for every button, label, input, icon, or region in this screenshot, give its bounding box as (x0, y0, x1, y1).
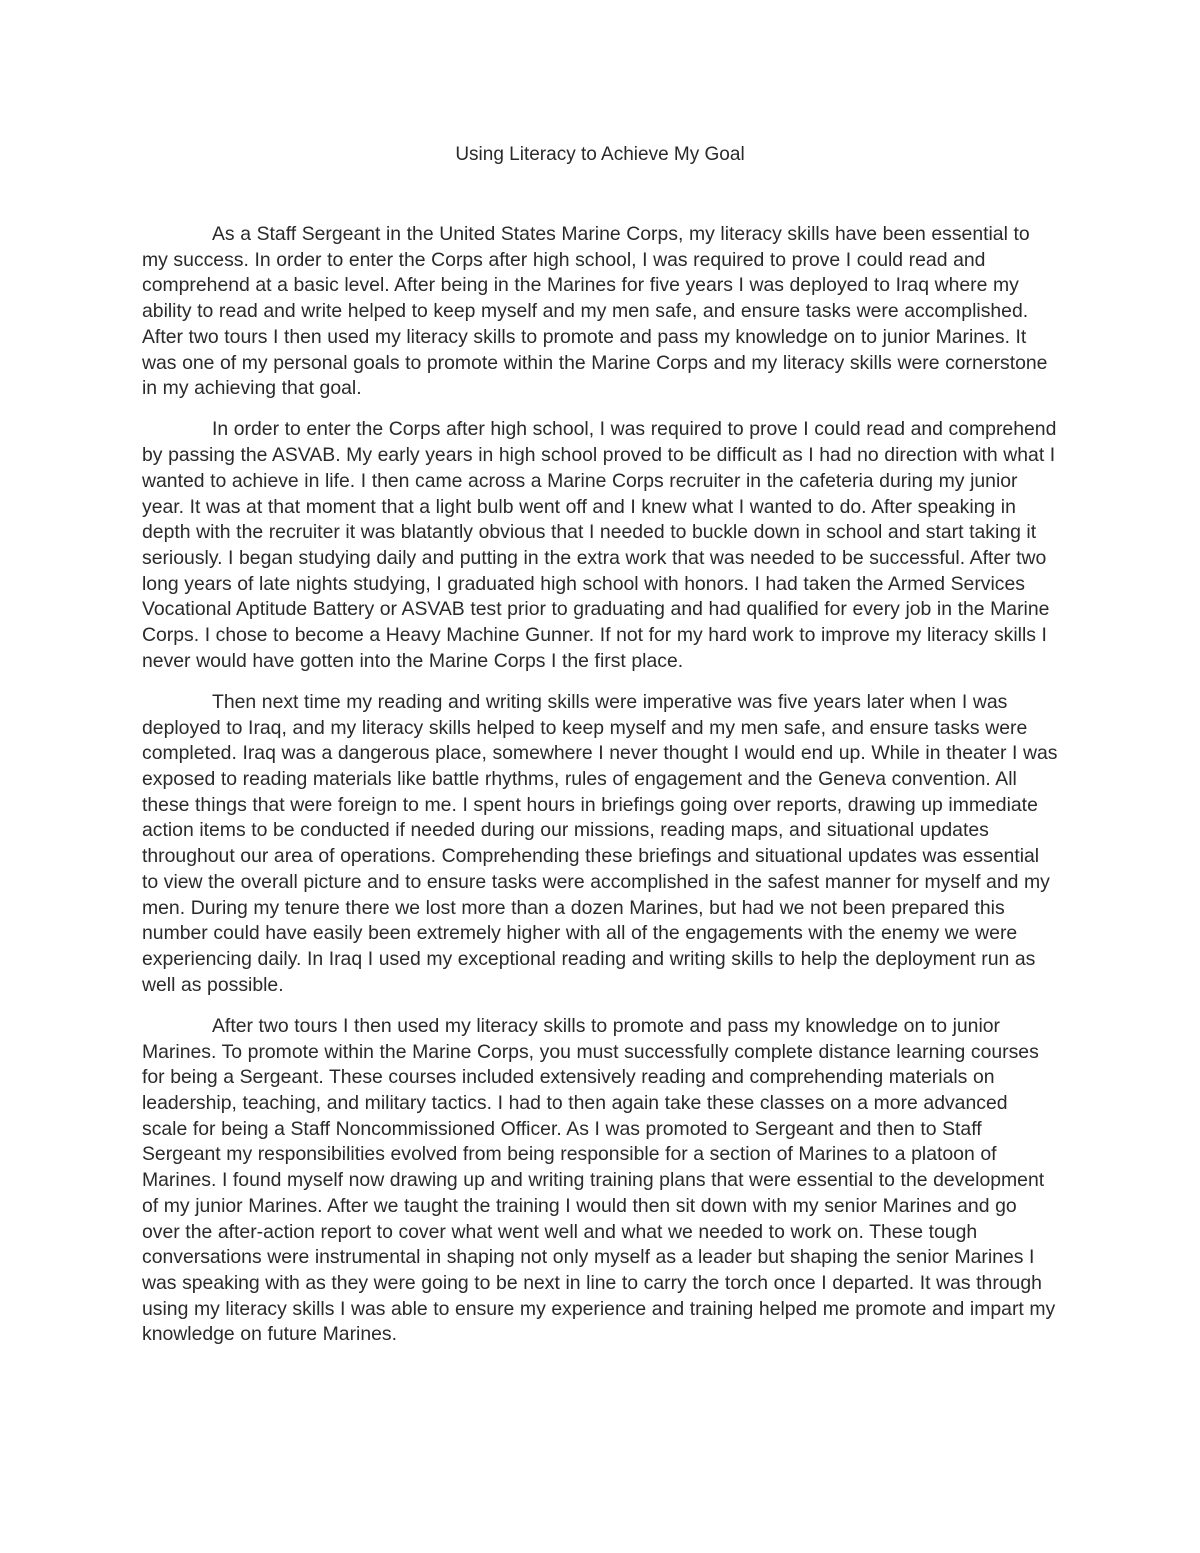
document-body (142, 222, 1058, 1364)
paragraph-1: As a Staff Sergeant in the United States Marine Corps, my literacy skills have been essential to my success. In order to enter the Corps after high school, I was required to prove I could read and comprehend at a basic level. After being in the Marines for five years I was deployed to Iraq where my ability to read and write helped to keep myself and my men safe, and ensure tasks were accomplished. After two tours I then used my literacy skills to promote and pass my knowledge on to junior Marines. It was one of my personal goals to promote within the Marine Corps and my literacy skills were cornerstone in my achieving that goal. (142, 223, 1048, 400)
document-title: Using Literacy to Achieve My Goal (455, 144, 745, 165)
paragraph-4: After two tours I then used my literacy skills to promote and pass my knowledge on to junior Marines. To promote within the Marine Corps, you must successfully complete distance learning courses for being a Sergeant. These courses included extensively reading and comprehending materials on leadership, teaching, and military tactics. I had to then again take these classes on a more advanced scale for being a Staff Noncommissioned Officer. As I was promoted to Sergeant and then to Staff Sergeant my responsibilities evolved from being responsible for a section of Marines to a platoon of Marines. I found myself now drawing up and writing training plans that were essential to the development of my junior Marines. After we taught the training I would then sit down with my senior Marines and go over the after-action report to cover what went well and what we needed to work on. These tough conversations were instrumental in shaping not only myself as a leader but shaping the senior Marines I was speaking with as they were going to be next in line to carry the torch once I departed. It was through using my literacy skills I was able to ensure my experience and training helped me promote and impart my knowledge on future Marines. (142, 1014, 1056, 1346)
paragraph-2: In order to enter the Corps after high school, I was required to prove I could read and comprehend by passing the ASVAB. My early years in high school proved to be difficult as I had no direction with what I wanted to achieve in life. I then came across a Marine Corps recruiter in the cafeteria during my junior year. It was at that moment that a light bulb went off and I knew what I wanted to do. After speaking in depth with the recruiter it was blatantly obvious that I needed to buckle down in school and start taking it seriously. I began studying daily and putting in the extra work that was needed to be successful. After two long years of late nights studying, I graduated high school with honors. I had taken the Armed Services Vocational Aptitude Battery or ASVAB test prior to graduating and had qualified for every job in the Marine Corps. I chose to become a Heavy Machine Gunner. If not for my hard work to improve my literacy skills I never would have gotten into the Marine Corps I the first place. (142, 418, 1057, 672)
paragraph-3: Then next time my reading and writing skills were imperative was five years later when I was deployed to Iraq, and my literacy skills helped to keep myself and my men safe, and ensure tasks were completed. Iraq was a dangerous place, somewhere I never thought I would end up. While in theater I was exposed to reading materials like battle rhythms, rules of engagement and the Geneva convention. All these things that were foreign to me. I spent hours in briefings going over reports, drawing up immediate action items to be conducted if needed during our missions, reading maps, and situational updates throughout our area of operations. Comprehending these briefings and situational updates was essential to view the overall picture and to ensure tasks were accomplished in the safest manner for myself and my men. During my tenure there we lost more than a dozen Marines, but had we not been prepared this number could have easily been extremely higher with all of the engagements with the enemy we were experiencing daily. In Iraq I used my exceptional reading and writing skills to help the deployment run as well as possible. (142, 690, 1058, 996)
